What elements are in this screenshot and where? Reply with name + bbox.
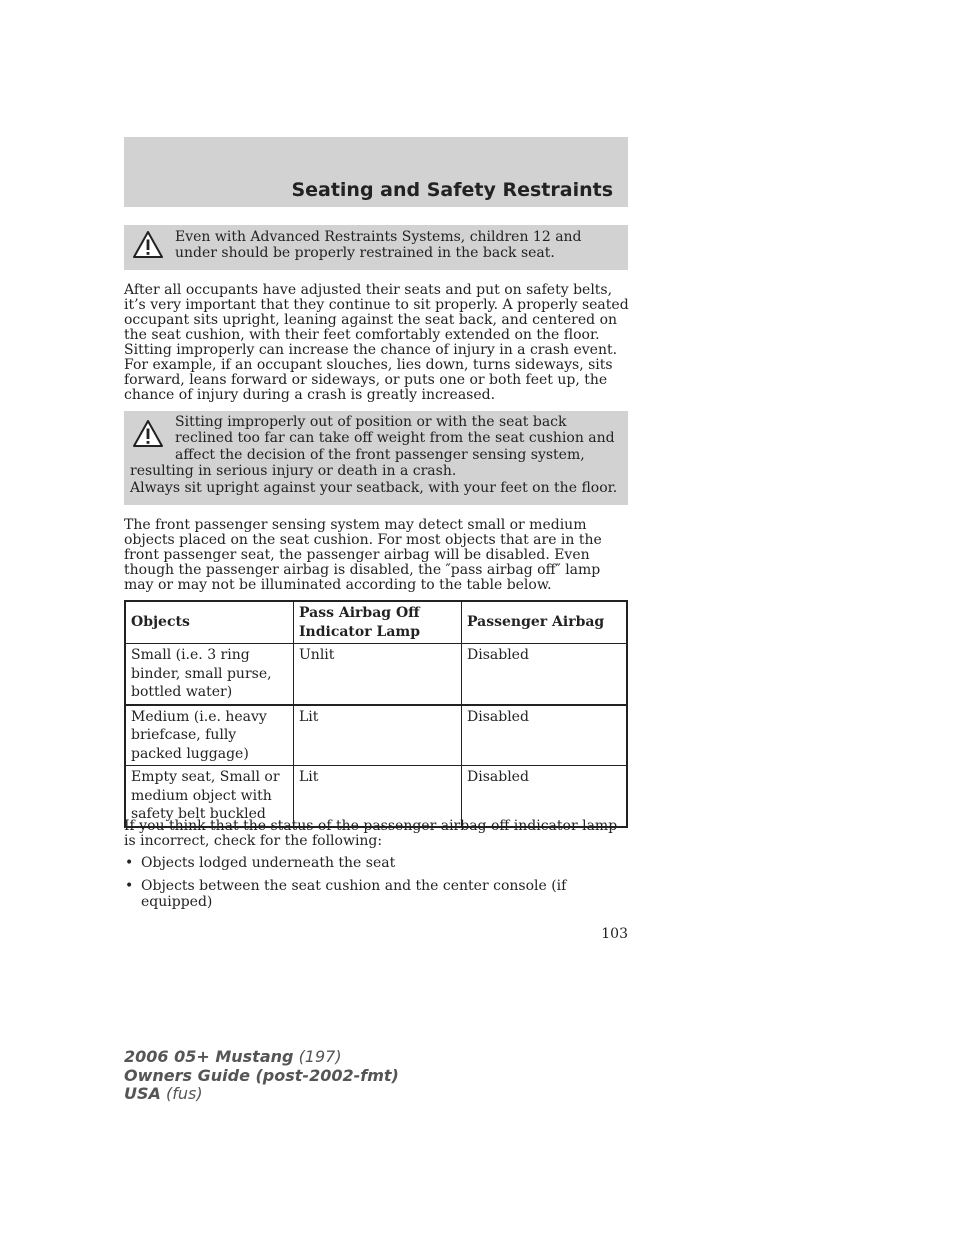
table-header-row [125,601,627,644]
table-cell: Disabled [462,705,628,766]
table-cell: Medium (i.e. heavy briefcase, fully packed luggage) [125,705,294,766]
warning-triangle-icon [132,419,164,449]
bullet-list [124,855,630,917]
list-item-text: Objects between the seat cushion and the center console (if equipped) [141,878,567,910]
warning-text: Even with Advanced Restraints Systems, children 12 and under should be properly restrained in the back seat. [175,229,582,262]
column-header: Objects [125,601,294,644]
section-header [124,137,628,207]
footer-market-code: (fus) [166,1084,203,1103]
table-cell: Unlit [294,644,462,705]
footer-market: USA [124,1084,161,1103]
footer-guide: Owners Guide (post-2002-fmt) [124,1065,399,1085]
body-paragraph-1: After all occupants have adjusted their seats and put on safety belts, it’s very important that they continue to sit properly. A properly seated occupant sits upright, leaning against the seat back, and centered on the seat cushion, with their feet comfortably extended on the floor. Sitting improperly can increase the chance of injury in a crash event. For example, if an occupant slouches, lies down, turns sideways, sits forward, leans forward or sideways, or puts one or both feet up, the chance of injury during a crash is greatly increased. [124,282,629,403]
footer-line-2 [124,1067,399,1086]
body-paragraph-3: If you think that the status of the passenger airbag off indicator lamp is incorrect, check for the following: [124,818,618,849]
body-paragraph-2: The front passenger sensing system may detect small or medium objects placed on the seat cushion. For most objects that are in the front passenger seat, the passenger airbag will be disabled. Even though the passenger airbag is disabled, the ″pass airbag off″ lamp may or may not be illuminated according to the table below. [124,517,602,593]
column-header: Passenger Airbag [462,601,628,644]
warning-text-advice: Always sit upright against your seatback, with your feet on the floor. [130,479,618,496]
table-cell: Lit [294,766,462,827]
warning-triangle-icon [132,230,164,260]
table-row [125,644,627,705]
column-header: Pass Airbag Off Indicator Lamp [294,601,462,644]
footer-line-3 [124,1085,399,1104]
warning-box-seating [124,411,628,505]
footer-model-code: (197) [298,1047,342,1066]
table-row [125,705,627,766]
list-item [124,878,630,910]
objects-table [124,600,628,828]
warning-box-children [124,225,628,270]
footer-line-1 [124,1048,399,1067]
table-cell: Small (i.e. 3 ring binder, small purse, bottled water) [125,644,294,705]
table-cell: Empty seat, Small or medium object with safety belt buckled [125,766,294,827]
bullet-icon: • [125,855,134,871]
list-item [124,855,630,871]
table-cell: Lit [294,705,462,766]
bullet-icon: • [125,878,134,894]
section-title: Seating and Safety Restraints [291,179,613,201]
footer-doc-info [124,1048,399,1104]
table-cell: Disabled [462,644,628,705]
page-number: 103 [601,926,628,942]
footer-model: 2006 05+ Mustang [124,1047,294,1066]
list-item-text: Objects lodged underneath the seat [141,855,396,871]
table-cell: Disabled [462,766,628,827]
warning-text: Sitting improperly out of position or with the seat back reclined too far can take off weight from the seat cushion and affect the decision of the front passenger sensing system, resulting in serious injury or death in a crash. [130,414,615,480]
